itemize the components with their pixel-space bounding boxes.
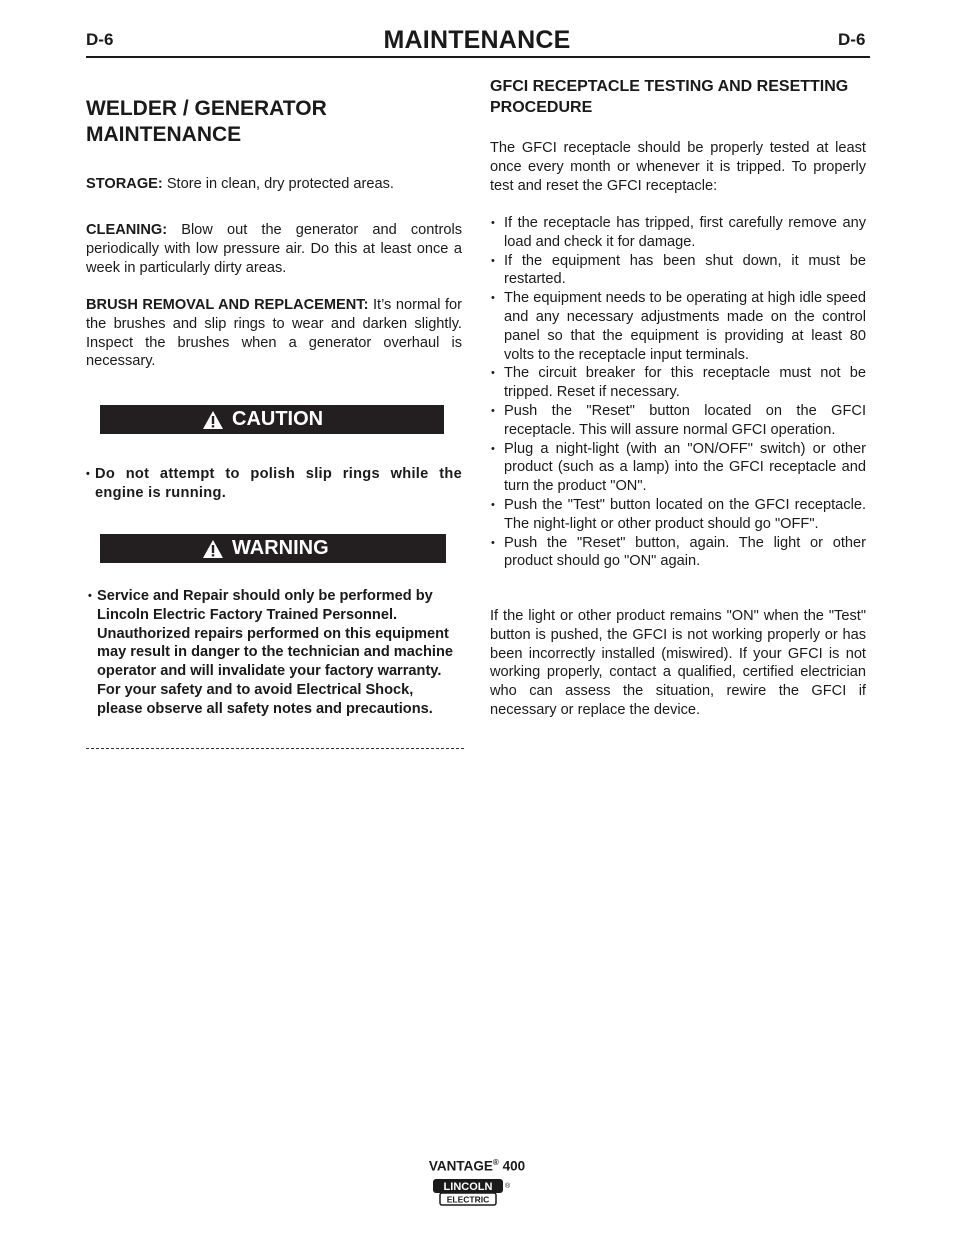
caution-bullet: •: [86, 468, 90, 480]
list-item: • The circuit breaker for this receptacle must not be tripped. Reset if necessary.: [490, 364, 866, 402]
caution-text: Do not attempt to polish slip rings while the engine is running.: [95, 466, 462, 501]
caution-label: CAUTION: [232, 408, 324, 430]
header-rule: [86, 56, 870, 58]
logo-bottom-text: ELECTRIC: [446, 1194, 490, 1205]
model-registered: ®: [492, 1158, 499, 1167]
warning-bullet: •: [88, 590, 92, 602]
brush-paragraph: [86, 296, 462, 371]
page-number-right: D-6: [838, 30, 866, 49]
section-title-gfci: GFCI RECEPTACLE TESTING AND RESETTING PROCEDURE: [490, 78, 849, 116]
dashed-divider: [86, 748, 464, 749]
list-item: • Push the "Reset" button, again. The light or other product should go "ON" again.: [490, 534, 866, 572]
brush-label: BRUSH REMOVAL AND REPLACEMENT:: [86, 297, 369, 313]
list-item: • Plug a night-light (with an "ON/OFF" switch) or other product (such as a lamp) into the GFCI receptacle and turn the product "ON".: [490, 440, 866, 496]
caution-triangle-icon: [202, 410, 224, 430]
section-title-welder-generator: WELDER / GENERATOR MAINTENANCE: [86, 97, 327, 146]
gfci-steps-list: [490, 214, 866, 571]
lincoln-electric-logo: [432, 1178, 512, 1208]
storage-text: Store in clean, dry protected areas.: [162, 176, 394, 192]
storage-label: STORAGE:: [86, 176, 163, 192]
page-number-left: D-6: [86, 30, 114, 49]
warning-banner: [100, 534, 446, 563]
gfci-closing: If the light or other product remains "ON" when the "Test" button is pushed, the GFCI is not working properly or has been incorrectly installed (miswired). If your GFCI is not working properly, contact a qualified, certified electrician who can assess the situation, rewire the GFCI if necessary or replace the device.: [490, 608, 866, 718]
logo-registered: ®: [505, 1183, 511, 1190]
cleaning-text: Blow out the generator and controls periodically with low pressure air. Do this at least once a week in particularly dirty areas.: [86, 222, 462, 276]
list-item: • If the receptacle has tripped, first carefully remove any load and check it for damage.: [490, 214, 866, 252]
cleaning-label: CLEANING:: [86, 222, 168, 238]
list-item: • Push the "Reset" button located on the GFCI receptacle. This will assure normal GFCI operation.: [490, 402, 866, 440]
model-suffix: 400: [498, 1158, 526, 1174]
footer-model-name: [0, 1158, 954, 1174]
gfci-intro: The GFCI receptacle should be properly tested at least once every month or whenever it is tripped. To properly test and reset the GFCI receptacle:: [490, 140, 866, 194]
warning-note: [86, 587, 462, 719]
model-prefix: VANTAGE: [428, 1158, 493, 1174]
brush-text: It’s normal for the brushes and slip rings to wear and darken slightly. Inspect the brushes when a generator overhaul is necessary.: [86, 297, 463, 370]
cleaning-paragraph: [86, 221, 462, 277]
list-item: • If the equipment has been shut down, it must be restarted.: [490, 252, 866, 290]
list-item: • Push the "Test" button located on the GFCI receptacle. The night-light or other product should go "OFF".: [490, 496, 866, 534]
page-title: MAINTENANCE: [383, 26, 571, 54]
caution-banner: [100, 405, 444, 434]
list-item: • The equipment needs to be operating at high idle speed and any necessary adjustments made on the control panel so that the equipment is providing at least 80 volts to the receptacle input terminals.: [490, 289, 866, 364]
warning-label: WARNING: [232, 537, 329, 559]
warning-text: Service and Repair should only be performed by Lincoln Electric Factory Trained Personnel. Unauthorized repairs performed on this equipment may result in danger to the technician and machine operator and will invalidate your factory warranty. For your safety and to avoid Electrical Shock, please observe all safety notes and precautions.: [97, 588, 454, 717]
warning-triangle-icon: [202, 539, 224, 559]
storage-paragraph: [86, 175, 462, 194]
logo-top-text: LINCOLN: [443, 1181, 493, 1193]
caution-note: [86, 465, 462, 503]
